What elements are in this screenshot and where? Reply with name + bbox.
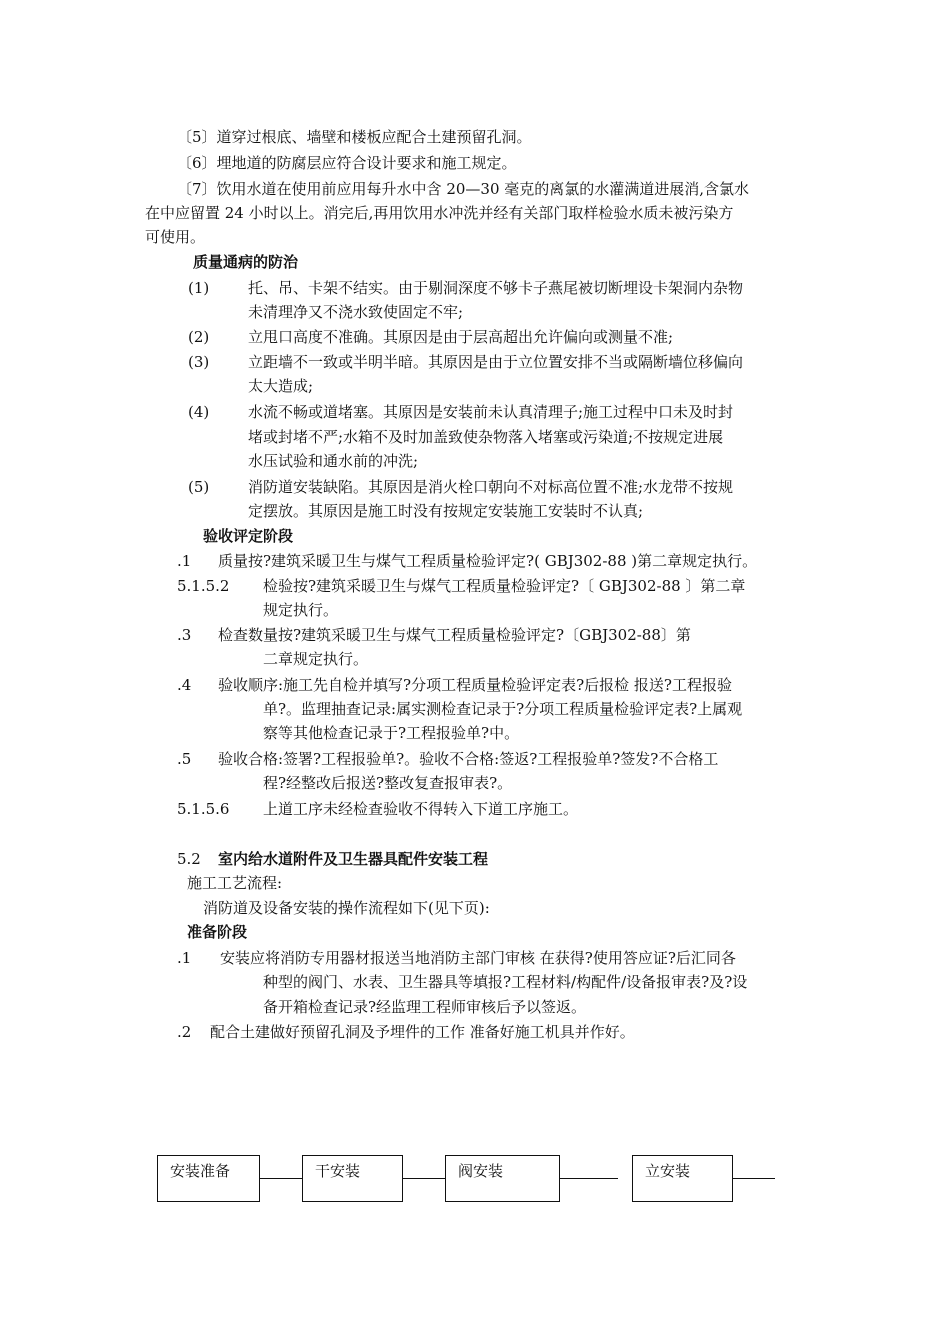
acceptance-heading: 验收评定阶段 bbox=[203, 527, 294, 545]
acceptance-item-num: .1 bbox=[177, 552, 192, 570]
flow-box-label: 阀安装 bbox=[458, 1162, 504, 1180]
acceptance-item-text: 验收顺序:施工先自检并填写?分项工程质量检验评定表?后报检 报送?工程报验 bbox=[218, 676, 732, 694]
flow-box-label: 安装准备 bbox=[170, 1162, 231, 1180]
flow-connector bbox=[560, 1178, 618, 1179]
prep-heading: 准备阶段 bbox=[187, 923, 248, 941]
quality-item-num: (5) bbox=[188, 478, 210, 496]
acceptance-item-num: 5.1.5.6 bbox=[177, 800, 230, 818]
acceptance-item-text: 检验按?建筑采暖卫生与煤气工程质量检验评定?〔 GBJ302-88 〕第二章 bbox=[263, 577, 746, 595]
quality-item-text: 托、吊、卡架不结实。由于剔洞深度不够卡子燕尾被切断埋设卡架洞内杂物 bbox=[248, 279, 744, 297]
acceptance-item-text: 程?经整改后报送?整改复查报审表?。 bbox=[263, 774, 513, 792]
quality-item-text: 定摆放。其原因是施工时没有按规定安装施工安装时不认真; bbox=[248, 502, 644, 520]
acceptance-item-text: 察等其他检查记录于?工程报验单?中。 bbox=[263, 724, 520, 742]
flow-connector bbox=[403, 1178, 445, 1179]
quality-item-text: 太大造成; bbox=[248, 377, 314, 395]
flow-box-valve bbox=[445, 1155, 560, 1202]
acceptance-item-text: 单?。监理抽查记录:属实测检查记录于?分项工程质量检验评定表?上属观 bbox=[263, 700, 743, 718]
process-label: 施工工艺流程: bbox=[187, 874, 283, 892]
quality-item-num: (2) bbox=[188, 328, 210, 346]
paragraph-7-line-1: 〔7〕饮用水道在使用前应用每升水中含 20—30 毫克的离氯的水灌满道进展消,含氯水 bbox=[177, 180, 750, 198]
quality-item-text: 未清理净又不浇水致使固定不牢; bbox=[248, 303, 464, 321]
acceptance-item-text: 质量按?建筑采暖卫生与煤气工程质量检验评定?( GBJ302-88 )第二章规定执行。 bbox=[218, 552, 758, 570]
process-description: 消防道及设备安装的操作流程如下(见下页): bbox=[203, 899, 490, 917]
prep-item-text: 种型的阀门、水表、卫生器具等填报?工程材料/构配件/设备报审表?及?设 bbox=[263, 973, 748, 991]
paragraph-5: 〔5〕道穿过根底、墙壁和楼板应配合土建预留孔洞。 bbox=[177, 128, 532, 146]
quality-item-text: 水流不畅或道堵塞。其原因是安装前未认真清理子;施工过程中口未及时封 bbox=[248, 403, 734, 421]
flow-box-label: 立安装 bbox=[645, 1162, 691, 1180]
flow-connector bbox=[260, 1178, 302, 1179]
flow-box-prep bbox=[157, 1155, 260, 1202]
flow-box-main-pipe bbox=[302, 1155, 403, 1202]
acceptance-item-text: 二章规定执行。 bbox=[263, 650, 369, 668]
prep-item-num: .1 bbox=[177, 949, 192, 967]
prep-item-text: 配合土建做好预留孔洞及予埋件的工作 准备好施工机具并作好。 bbox=[210, 1023, 635, 1041]
acceptance-item-num: 5.1.5.2 bbox=[177, 577, 230, 595]
acceptance-item-num: .5 bbox=[177, 750, 192, 768]
quality-item-text: 立距墙不一致或半明半暗。其原因是由于立位置安排不当或隔断墙位移偏向 bbox=[248, 353, 744, 371]
acceptance-item-text: 检查数量按?建筑采暖卫生与煤气工程质量检验评定?〔GBJ302-88〕第 bbox=[218, 626, 691, 644]
prep-item-text: 备开箱检查记录?经监理工程师审核后予以签返。 bbox=[263, 998, 587, 1016]
acceptance-item-text: 验收合格:签署?工程报验单?。验收不合格:签返?工程报验单?签发?不合格工 bbox=[218, 750, 719, 768]
flow-box-riser bbox=[632, 1155, 733, 1202]
quality-item-num: (3) bbox=[188, 353, 210, 371]
prep-item-text: 安装应将消防专用器材报送当地消防主部门审核 在获得?使用答应证?后汇同各 bbox=[220, 949, 736, 967]
acceptance-item-text: 规定执行。 bbox=[263, 601, 339, 619]
section-number: 5.2 bbox=[177, 850, 201, 868]
quality-item-text: 立甩口高度不准确。其原因是由于层高超出允许偏向或测量不准; bbox=[248, 328, 674, 346]
quality-item-text: 水压试验和通水前的冲洗; bbox=[248, 452, 419, 470]
paragraph-7-line-3: 可使用。 bbox=[145, 228, 206, 246]
acceptance-item-num: .4 bbox=[177, 676, 192, 694]
paragraph-7-line-2: 在中应留置 24 小时以上。消完后,再用饮用水冲洗并经有关部门取样检验水质未被污染方 bbox=[145, 204, 734, 222]
quality-heading: 质量通病的防治 bbox=[193, 253, 299, 271]
prep-item-num: .2 bbox=[177, 1023, 192, 1041]
acceptance-item-num: .3 bbox=[177, 626, 192, 644]
quality-item-text: 消防道安装缺陷。其原因是消火栓口朝向不对标高位置不准;水龙带不按规 bbox=[248, 478, 734, 496]
paragraph-6: 〔6〕埋地道的防腐层应符合设计要求和施工规定。 bbox=[177, 154, 517, 172]
acceptance-item-text: 上道工序未经检查验收不得转入下道工序施工。 bbox=[263, 800, 579, 818]
flow-connector bbox=[733, 1178, 775, 1179]
section-title: 室内给水道附件及卫生器具配件安装工程 bbox=[218, 850, 489, 868]
quality-item-num: (4) bbox=[188, 403, 210, 421]
quality-item-text: 堵或封堵不严;水箱不及时加盖致使杂物落入堵塞或污染道;不按规定进展 bbox=[248, 428, 724, 446]
quality-item-num: (1) bbox=[188, 279, 210, 297]
flow-box-label: 干安装 bbox=[315, 1162, 361, 1180]
